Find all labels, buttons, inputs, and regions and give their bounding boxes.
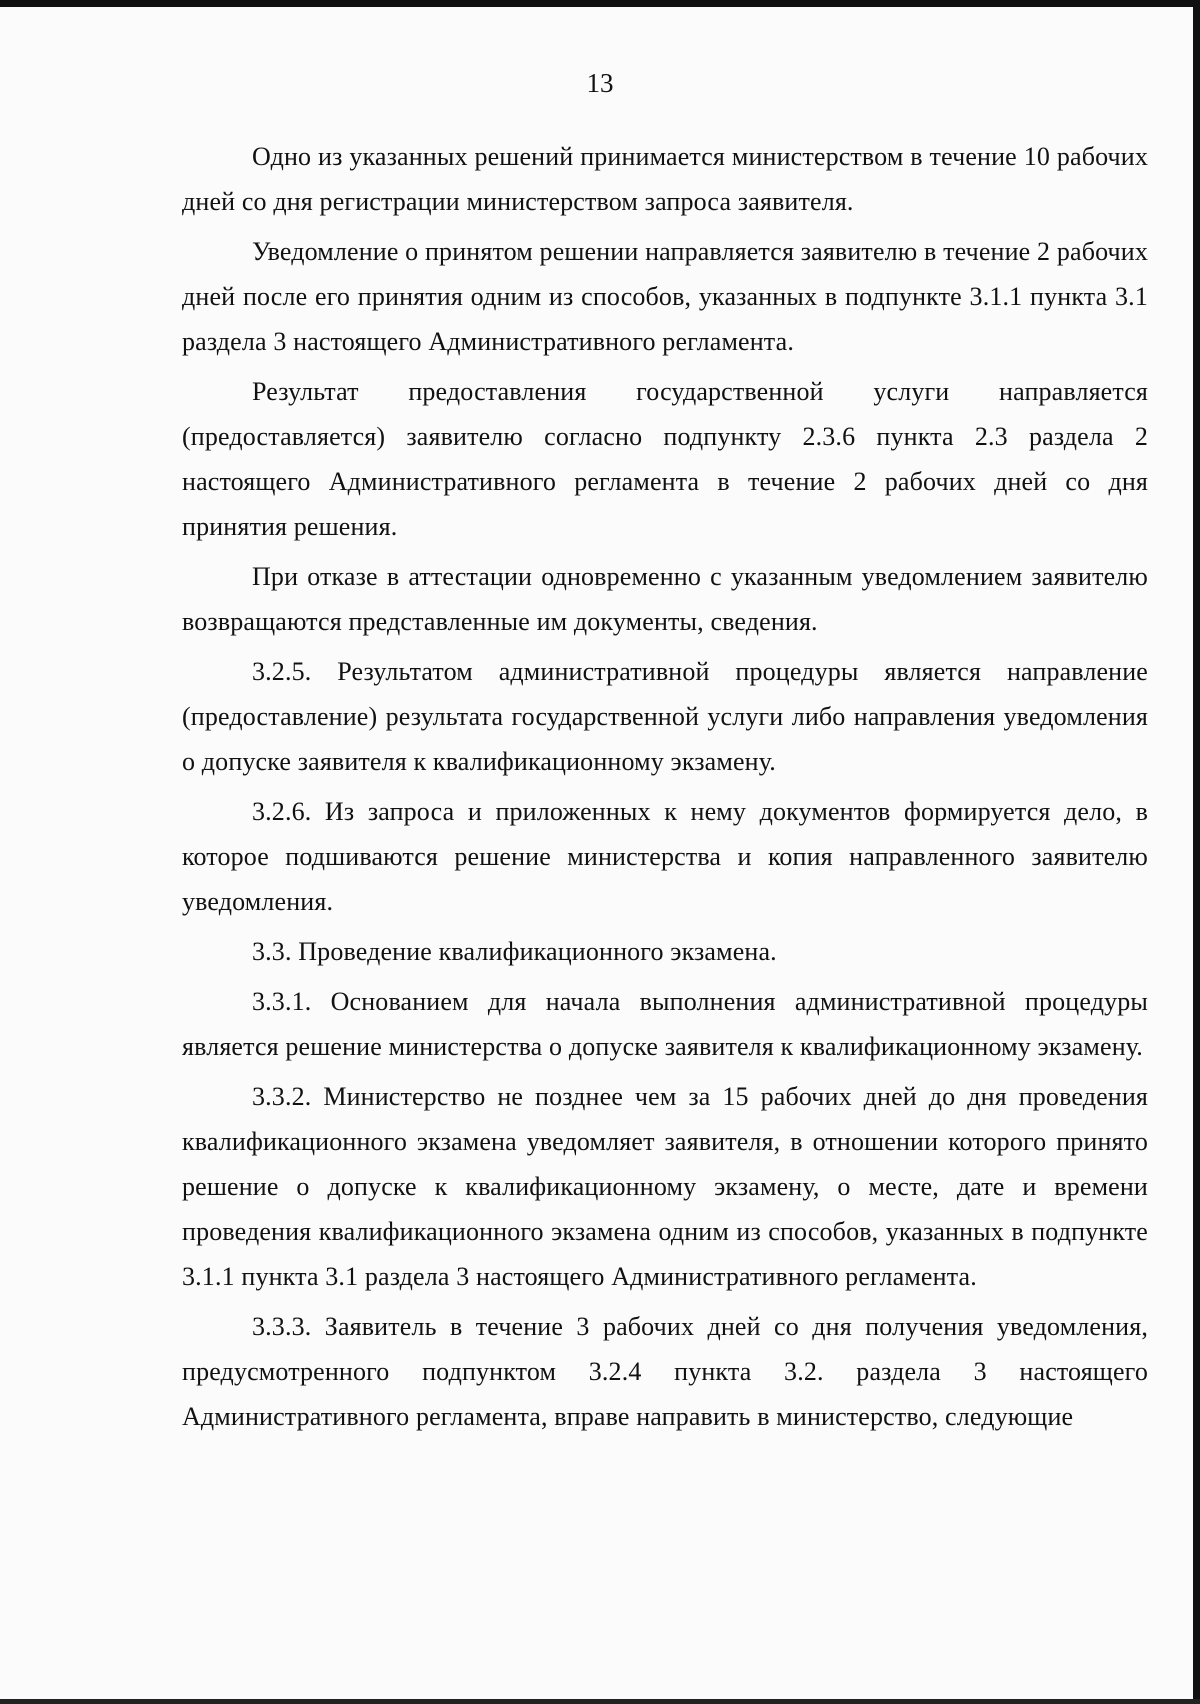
paragraph: Уведомление о принятом решении направляется заявителю в течение 2 рабочих дней после его принятия одним из способов, указанных в подпункте 3.1.1 пункта 3.1 раздела 3 настоящего Административного регламента. (182, 237, 1148, 356)
scan-edge-right (1193, 0, 1200, 1704)
paragraph: 3.3.1. Основанием для начала выполнения административной процедуры является решение министерства о допуске заявителя к квалификационному экзамену. (182, 987, 1148, 1061)
paragraph: Одно из указанных решений принимается министерством в течение 10 рабочих дней со дня регистрации министерством запроса заявителя. (182, 142, 1148, 216)
paragraph: 3.3.2. Министерство не позднее чем за 15 рабочих дней до дня проведения квалификационного экзамена уведомляет заявителя, в отношении которого принято решение о допуске к квалификационному экзамену, о месте, дате и времени проведения квалификационного экзамена одним из способов, указанных в подпункте 3.1.1 пункта 3.1 раздела 3 настоящего Административного регламента. (182, 1082, 1148, 1291)
scan-edge-top (0, 0, 1200, 7)
paragraph: 3.2.6. Из запроса и приложенных к нему документов формируется дело, в которое подшиваются решение министерства и копия направленного заявителю уведомления. (182, 797, 1148, 916)
paragraph: 3.3.3. Заявитель в течение 3 рабочих дней со дня получения уведомления, предусмотренного подпунктом 3.2.4 пункта 3.2. раздела 3 настоящего Административного регламента, вправе направить в министерство, следующие (182, 1312, 1148, 1431)
paragraph: При отказе в аттестации одновременно с указанным уведомлением заявителю возвращаются представленные им документы, сведения. (182, 562, 1148, 636)
document-body (182, 134, 1148, 1444)
paragraph: 3.2.5. Результатом административной процедуры является направление (предоставление) результата государственной услуги либо направления уведомления о допуске заявителя к квалификационному экзамену. (182, 657, 1148, 776)
page-number: 13 (586, 68, 614, 98)
section-heading: 3.3. Проведение квалификационного экзамена. (252, 937, 777, 966)
scan-edge-bottom (0, 1699, 1200, 1704)
paragraph: Результат предоставления государственной услуги направляется (предоставляется) заявителю согласно подпункту 2.3.6 пункта 2.3 раздела 2 настоящего Административного регламента в течение 2 рабочих дней со дня принятия решения. (182, 377, 1148, 541)
